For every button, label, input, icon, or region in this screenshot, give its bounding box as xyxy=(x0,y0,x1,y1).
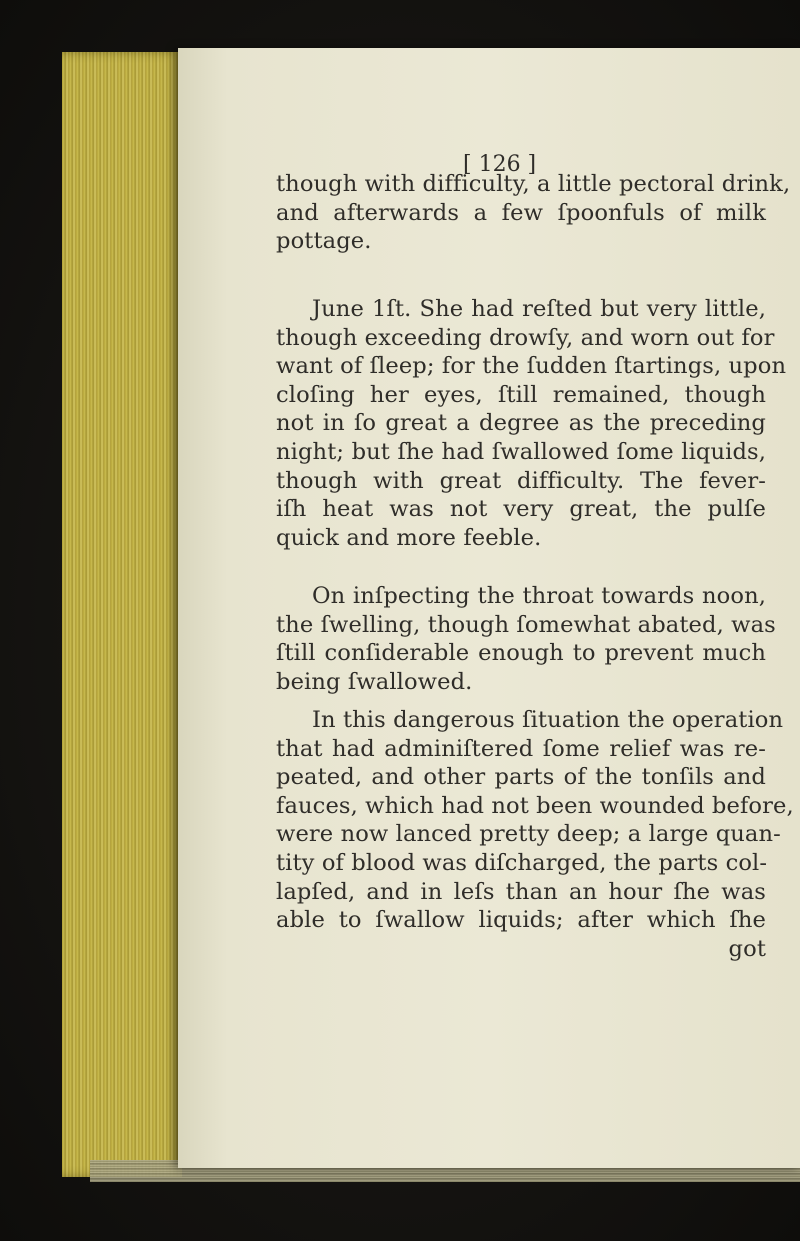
text-line: tity of blood was diſcharged, the parts col- xyxy=(276,849,768,876)
text-line: being ſwallowed. xyxy=(276,668,473,695)
text-line: cloſing her eyes, ſtill remained, though xyxy=(276,381,766,408)
text-line: though with great difficulty. The fever- xyxy=(276,467,766,494)
text-line: that had adminiſtered ſome relief was re- xyxy=(276,735,766,762)
text-line: night; but ſhe had ſwallowed ſome liquids, xyxy=(276,438,766,465)
text-line: peated, and other parts of the tonſils and xyxy=(276,764,766,791)
text-line: ſtill conſiderable enough to prevent much xyxy=(276,640,766,667)
paragraph-1 xyxy=(276,170,791,256)
text-line: fauces, which had not been wounded before, xyxy=(276,792,794,819)
text-line: lapſed, and in leſs than an hour ſhe was xyxy=(276,878,766,905)
catchword: got xyxy=(728,935,766,962)
text-line: iſh heat was not very great, the pulſe xyxy=(276,496,766,523)
page-number: [ 126 ] xyxy=(463,152,537,177)
text-line: not in ſo great a degree as the preceding xyxy=(276,410,766,437)
text-line: though with difficulty, a little pectoral drink, xyxy=(276,171,791,197)
text-line: pottage. xyxy=(276,228,372,255)
text-line: quick and more feeble. xyxy=(276,524,542,551)
text-line: June 1ſt. She had reſted but very little, xyxy=(312,296,766,322)
text-line: the ſwelling, though ſomewhat abated, was xyxy=(276,611,776,638)
text-line: and afterwards a few ſpoonfuls of milk xyxy=(276,199,766,226)
text-line: In this dangerous ſituation the operation xyxy=(312,707,784,733)
paragraph-2 xyxy=(276,295,787,552)
gilded-page-edges xyxy=(62,52,182,1177)
text-line: able to ſwallow liquids; after which ſhe xyxy=(276,907,766,934)
paragraph-3 xyxy=(276,582,776,696)
text-line: though exceeding drowſy, and worn out for xyxy=(276,324,775,351)
text-line: On inſpecting the throat towards noon, xyxy=(312,583,766,609)
text-line: were now lanced pretty deep; a large quan- xyxy=(276,821,781,848)
paragraph-4 xyxy=(276,706,794,963)
text-line: want of ſleep; for the ſudden ſtartings, upon xyxy=(276,353,787,380)
